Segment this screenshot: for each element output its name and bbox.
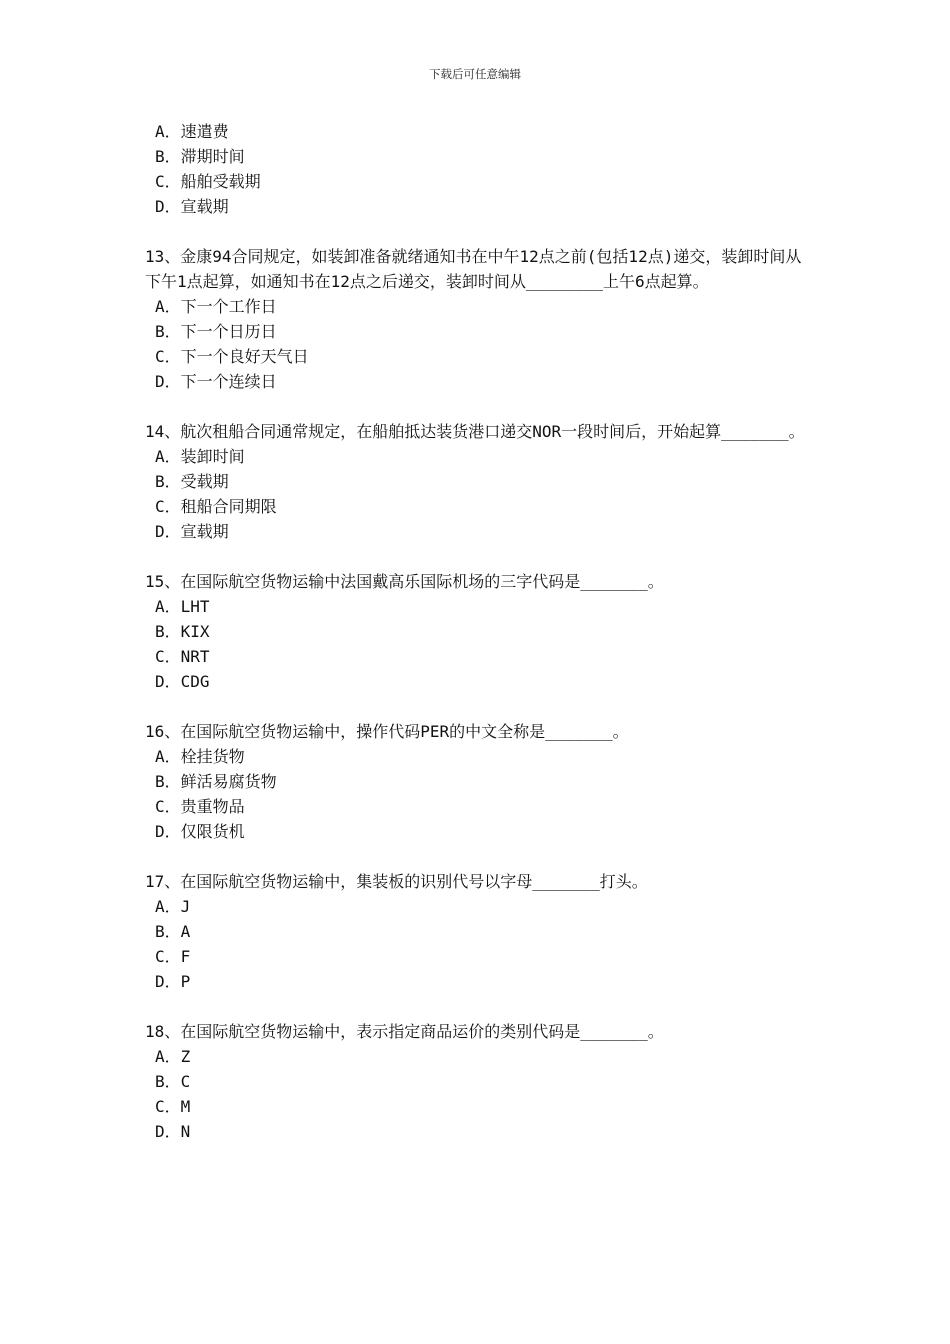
option-d: D．宣载期 [155, 197, 229, 216]
option-c: C．下一个良好天气日 [155, 347, 309, 366]
option-b: B．鲜活易腐货物 [155, 772, 277, 791]
option-b: B．C [155, 1072, 191, 1091]
option-d: D．N [155, 1122, 191, 1141]
option-d: D．宣载期 [155, 522, 229, 541]
option-d: D．P [155, 972, 191, 991]
option-c: C．贵重物品 [155, 797, 245, 816]
question-list [145, 119, 810, 1169]
option-a: A．装卸时间 [155, 447, 245, 466]
question-18 [145, 1019, 810, 1144]
question-stem: 16、在国际航空货物运输中，操作代码PER的中文全称是_______。 [145, 722, 629, 741]
page-header: 下载后可任意编辑 [429, 67, 521, 81]
option-d: D．CDG [155, 672, 210, 691]
option-b: B．滞期时间 [155, 147, 245, 166]
option-a: A．Z [155, 1047, 191, 1066]
question-14 [145, 419, 810, 544]
question-stem: 18、在国际航空货物运输中，表示指定商品运价的类别代码是_______。 [145, 1022, 664, 1041]
option-c: C．M [155, 1097, 191, 1116]
question-15 [145, 569, 810, 694]
option-d: D．仅限货机 [155, 822, 245, 841]
option-b: B．A [155, 922, 191, 941]
option-c: C．船舶受载期 [155, 172, 261, 191]
option-b: B．受载期 [155, 472, 229, 491]
question-stem: 14、航次租船合同通常规定，在船舶抵达装货港口递交NOR一段时间后，开始起算_______。 [145, 422, 805, 441]
option-a: A．栓挂货物 [155, 747, 245, 766]
question-stem: 17、在国际航空货物运输中，集装板的识别代号以字母_______打头。 [145, 872, 648, 891]
option-b: B．下一个日历日 [155, 322, 277, 341]
option-b: B．KIX [155, 622, 210, 641]
question-12-options-block [145, 119, 810, 219]
option-a: A．J [155, 897, 191, 916]
question-16 [145, 719, 810, 844]
option-c: C．租船合同期限 [155, 497, 277, 516]
question-stem: 15、在国际航空货物运输中法国戴高乐国际机场的三字代码是_______。 [145, 572, 664, 591]
question-stem: 13、金康94合同规定，如装卸准备就绪通知书在中午12点之前(包括12点)递交，装卸时间从下午1点起算，如通知书在12点之后递交，装卸时间从________上午6点起算。 [145, 247, 802, 291]
option-a: A．下一个工作日 [155, 297, 277, 316]
option-a: A．LHT [155, 597, 210, 616]
question-13 [145, 244, 810, 394]
question-17 [145, 869, 810, 994]
option-d: D．下一个连续日 [155, 372, 277, 391]
option-c: C．NRT [155, 647, 210, 666]
option-a: A．速遣费 [155, 122, 229, 141]
option-c: C．F [155, 947, 191, 966]
